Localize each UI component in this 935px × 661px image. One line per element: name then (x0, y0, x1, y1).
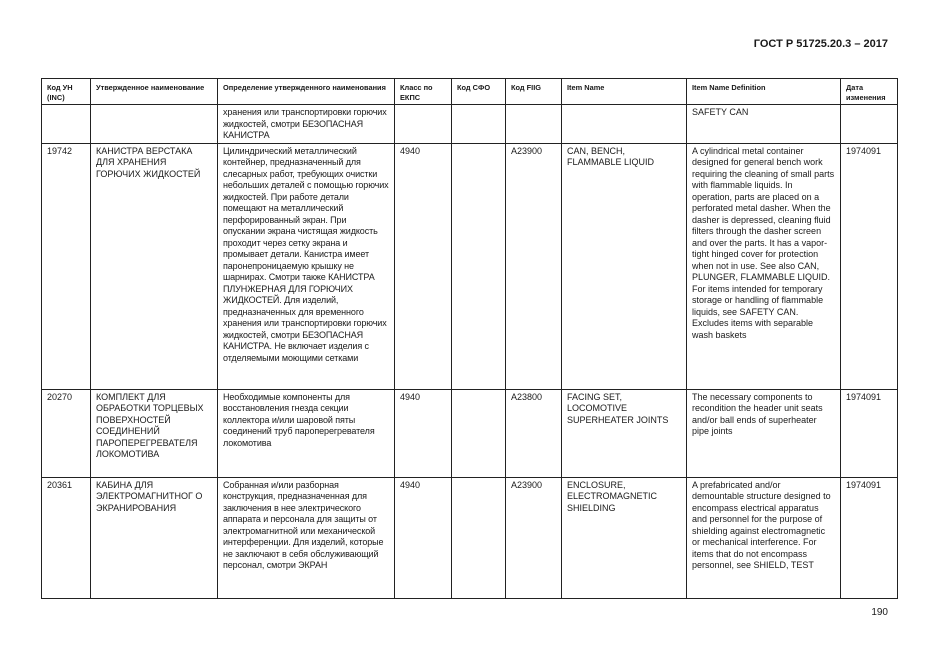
cell-inc: 20270 (42, 389, 91, 477)
cell-class: 4940 (395, 143, 452, 389)
col-header-date: Дата изменения (841, 79, 898, 105)
cell-sfo (452, 477, 506, 598)
table-row (42, 477, 898, 598)
col-header-item-name: Item Name (562, 79, 687, 105)
cell-item-def: A prefabricated and/or demountable structure designed to encompass electrical apparatus and personnel for the purpose of shielding against electromagnetic or mechanical interference. For items that do not encompass personnel, see SHIELD, TEST (687, 477, 841, 598)
cell-sfo (452, 389, 506, 477)
cell-class: 4940 (395, 389, 452, 477)
cell-fiig (506, 105, 562, 144)
col-header-class: Класс по ЕКПС (395, 79, 452, 105)
cell-item-name (562, 105, 687, 144)
cell-inc (42, 105, 91, 144)
cell-definition-ru: хранения или транспортировки горючих жидкостей, смотри БЕЗОПАСНАЯ КАНИСТРА (218, 105, 395, 144)
cell-sfo (452, 143, 506, 389)
cell-name-ru: КОМПЛЕКТ ДЛЯ ОБРАБОТКИ ТОРЦЕВЫХ ПОВЕРХНОСТЕЙ СОЕДИНЕНИЙ ПАРОПЕРЕГРЕВАТЕЛЯ ЛОКОМОТИВА (91, 389, 218, 477)
table-row (42, 105, 898, 144)
cell-name-ru: КАБИНА ДЛЯ ЭЛЕКТРОМАГНИТНОГ О ЭКРАНИРОВАНИЯ (91, 477, 218, 598)
cell-date: 1974091 (841, 477, 898, 598)
cell-date: 1974091 (841, 143, 898, 389)
cell-date: 1974091 (841, 389, 898, 477)
col-header-definition-ru: Определение утвержденного наименования (218, 79, 395, 105)
cell-fiig: A23800 (506, 389, 562, 477)
col-header-item-def: Item Name Definition (687, 79, 841, 105)
cell-item-def: The necessary components to recondition the header unit seats and/or ball ends of superheater pipe joints (687, 389, 841, 477)
cell-name-ru: КАНИСТРА ВЕРСТАКА ДЛЯ ХРАНЕНИЯ ГОРЮЧИХ ЖИДКОСТЕЙ (91, 143, 218, 389)
cell-class (395, 105, 452, 144)
cell-item-def: A cylindrical metal container designed for general bench work requiring the cleaning of small parts with flammable liquids. In operation, parts are placed on a perforated metal dasher. When the dasher is depressed, cleaning fluid filters through the dasher screen and over the parts. It has a vapor-tight hinged cover for protection when not in use. See also CAN, PLUNGER, FLAMMABLE LIQUID. For items intended for temporary storage or handling of flammable liquids, see SAFETY CAN. Excludes items with separable wash baskets (687, 143, 841, 389)
cell-definition-ru: Собранная и/или разборная конструкция, предназначенная для заключения в нее электрического аппарата и персонала для защиты от электромагнитной или механической интерференции. Для изделий, которые не заключают в себя обслуживающий персонал, смотри ЭКРАН (218, 477, 395, 598)
cell-inc: 20361 (42, 477, 91, 598)
table-row (42, 389, 898, 477)
cell-class: 4940 (395, 477, 452, 598)
page-number: 190 (871, 607, 888, 618)
cell-definition-ru: Цилиндрический металлический контейнер, предназначенный для слесарных работ, требующих очистки небольших деталей с помощью горючих жидкостей. При работе детали помещают на металлический перфорированный экран. При опускании экрана чистящая жидкость проходит через сетку экрана и промывает детали. Канистра имеет паронепроницаемую крышку не шарнирах. Смотри также КАНИСТРА ПЛУНЖЕРНАЯ ДЛЯ ГОРЮЧИХ ЖИДКОСТЕЙ. Для изделий, предназначенных для временного хранения или транспортировки горючих жидкостей, смотри БЕЗОПАСНАЯ КАНИСТРА. Не включает изделия с отделяемыми моющими сетками (218, 143, 395, 389)
cell-fiig: A23900 (506, 143, 562, 389)
cell-fiig: A23900 (506, 477, 562, 598)
cell-date (841, 105, 898, 144)
col-header-fiig: Код FIIG (506, 79, 562, 105)
cell-item-name: FACING SET, LOCOMOTIVE SUPERHEATER JOINTS (562, 389, 687, 477)
cell-inc: 19742 (42, 143, 91, 389)
cell-definition-ru: Необходимые компоненты для восстановления гнезда секции коллектора и/или шаровой пяты соединений труб пароперегревателя локомотива (218, 389, 395, 477)
catalog-table (41, 78, 898, 599)
cell-item-name: ENCLOSURE, ELECTROMAGNETIC SHIELDING (562, 477, 687, 598)
header-row (42, 79, 898, 105)
cell-name-ru (91, 105, 218, 144)
cell-item-def: SAFETY CAN (687, 105, 841, 144)
cell-sfo (452, 105, 506, 144)
table-row (42, 143, 898, 389)
cell-item-name: CAN, BENCH, FLAMMABLE LIQUID (562, 143, 687, 389)
col-header-inc: Код УН (INC) (42, 79, 91, 105)
document-code: ГОСТ Р 51725.20.3 – 2017 (753, 38, 888, 50)
col-header-sfo: Код СФО (452, 79, 506, 105)
col-header-name-ru: Утвержденное наименование (91, 79, 218, 105)
